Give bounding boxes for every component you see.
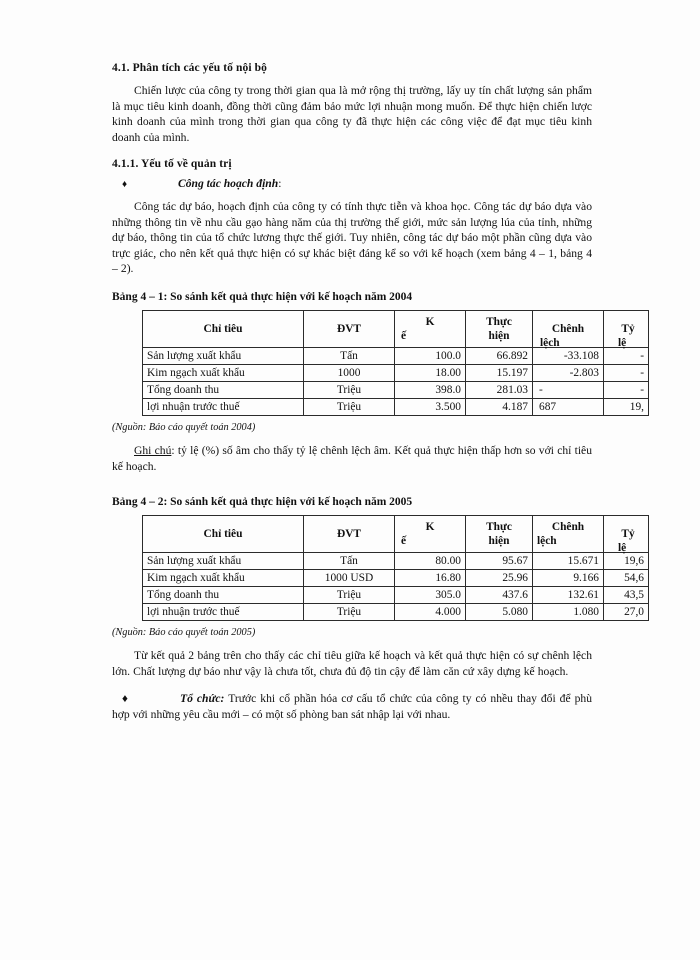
header-difference-word1: Chênh	[551, 521, 585, 534]
header-difference-word1: Chênh	[551, 322, 585, 335]
cell-difference: -33.108	[533, 347, 604, 364]
header-plan-bottom: ế	[401, 329, 407, 342]
cell-difference: -2.803	[533, 364, 604, 381]
cell-actual: 5.080	[466, 604, 533, 621]
table-row	[143, 398, 649, 415]
cell-difference: 15.671	[533, 553, 604, 570]
header-rate	[604, 516, 649, 553]
table2-caption: Bảng 4 – 2: So sánh kết quả thực hiện với kế hoạch năm 2005	[112, 496, 413, 509]
table2-source: (Nguồn: Báo cáo quyết toán 2005)	[112, 627, 256, 639]
header-rate-stack	[608, 527, 644, 555]
cell-rate: 19,6	[604, 553, 649, 570]
cell-difference: 687	[533, 398, 604, 415]
cell-rate: -	[604, 381, 649, 398]
header-actual	[466, 310, 533, 347]
comparison-table-2004	[142, 310, 649, 416]
cell-indicator: Sản lượng xuất khẩu	[143, 553, 304, 570]
cell-indicator: Tổng doanh thu	[143, 587, 304, 604]
header-difference-word2: lệch	[540, 336, 560, 349]
bullet-organization	[112, 691, 592, 722]
cell-difference: 9.166	[533, 570, 604, 587]
cell-rate: -	[604, 347, 649, 364]
header-plan	[395, 310, 466, 347]
header-plan-stack	[399, 520, 461, 548]
header-difference-stack	[537, 322, 599, 349]
bullet-marker-icon: ♦	[122, 692, 128, 706]
table-row	[143, 381, 649, 398]
header-plan-stack	[399, 315, 461, 343]
cell-rate: -	[604, 364, 649, 381]
cell-rate: 54,6	[604, 570, 649, 587]
header-rate	[604, 310, 649, 347]
cell-indicator: lợi nhuận trước thuế	[143, 604, 304, 621]
table-row	[143, 364, 649, 381]
document-content	[112, 62, 644, 723]
cell-indicator: lợi nhuận trước thuế	[143, 398, 304, 415]
cell-indicator: Tổng doanh thu	[143, 381, 304, 398]
section-intro-paragraph: Chiến lược của công ty trong thời gian qua là mở rộng thị trường, lấy uy tín chất lượng sản phẩm là mục tiêu kinh doanh, đồng thời cũng đảm bảo mức lợi nhuận mong muốn. Để thực hiện chiến lược kinh doanh của mình trong thời gian qua công ty đã thực hiện các công việc để đạt mục tiêu kinh doanh của mình.	[112, 84, 592, 144]
subsection-heading: 4.1.1. Yếu tố về quản trị	[112, 158, 232, 171]
header-actual	[466, 516, 533, 553]
cell-plan: 4.000	[395, 604, 466, 621]
cell-actual: 437.6	[466, 587, 533, 604]
note-paragraph	[112, 443, 592, 474]
header-difference	[533, 310, 604, 347]
header-plan-top: K	[425, 521, 435, 534]
table-row	[143, 604, 649, 621]
cell-unit: 1000	[304, 364, 395, 381]
header-actual-line1: Thực	[486, 521, 512, 534]
header-actual-line2: hiện	[488, 535, 510, 548]
table-header-row	[143, 310, 649, 347]
header-indicator: Chỉ tiêu	[143, 516, 304, 553]
cell-difference: 1.080	[533, 604, 604, 621]
header-actual-line2: hiện	[488, 329, 510, 342]
header-actual-stack	[486, 521, 512, 547]
note-text: : tỷ lệ (%) số âm cho thấy tỷ lệ chênh lệch âm. Kết quả thực hiện thấp hơn so với chỉ tiêu kế hoạch.	[112, 443, 593, 473]
table-row	[143, 570, 649, 587]
closing-paragraph: Từ kết quả 2 bảng trên cho thấy các chỉ tiêu giữa kế hoạch và kết quả thực hiện có sự chênh lệch lớn. Chất lượng dự báo như vậy là chưa tốt, chưa đủ độ tin cậy để làm căn cứ xây dựng kế hoạch.	[112, 649, 592, 678]
cell-indicator: Kim ngạch xuất khẩu	[143, 364, 304, 381]
cell-indicator: Sản lượng xuất khẩu	[143, 347, 304, 364]
header-difference-stack	[537, 521, 599, 547]
bullet-planning-title: Công tác hoạch định	[178, 177, 279, 191]
bullet-organization-title: Tổ chức:	[180, 692, 225, 706]
cell-unit: Triệu	[304, 398, 395, 415]
cell-unit: Tấn	[304, 553, 395, 570]
cell-plan: 16.80	[395, 570, 466, 587]
bullet-organization-text: Trước khi cổ phần hóa cơ cấu tổ chức của công ty có nhều thay đổi để phù hợp với những yêu cầu mới – có một số phòng ban sát nhập lại với nhau.	[112, 692, 592, 721]
cell-rate: 19,	[604, 398, 649, 415]
cell-plan: 80.00	[395, 553, 466, 570]
header-rate-word1: Tỷ	[621, 528, 635, 541]
comparison-table-2005	[142, 515, 649, 621]
cell-plan: 18.00	[395, 364, 466, 381]
cell-indicator: Kim ngạch xuất khẩu	[143, 570, 304, 587]
cell-rate: 43,5	[604, 587, 649, 604]
header-actual-line1: Thực	[486, 315, 512, 328]
cell-plan: 305.0	[395, 587, 466, 604]
header-difference	[533, 516, 604, 553]
bullet-planning	[112, 176, 592, 193]
header-plan	[395, 516, 466, 553]
cell-plan: 3.500	[395, 398, 466, 415]
cell-actual: 25.96	[466, 570, 533, 587]
cell-actual: 95.67	[466, 553, 533, 570]
cell-unit: Triệu	[304, 604, 395, 621]
header-rate-stack	[608, 322, 644, 349]
header-rate-word2: lệ	[618, 336, 627, 349]
cell-unit: Triệu	[304, 587, 395, 604]
table1-source: (Nguồn: Báo cáo quyết toán 2004)	[112, 421, 256, 433]
cell-plan: 398.0	[395, 381, 466, 398]
table-header-row	[143, 516, 649, 553]
header-plan-bottom: ế	[401, 535, 407, 548]
cell-actual: 15.197	[466, 364, 533, 381]
header-unit: ĐVT	[304, 310, 395, 347]
cell-rate: 27,0	[604, 604, 649, 621]
bullet-planning-colon: :	[278, 177, 282, 191]
cell-actual: 281.03	[466, 381, 533, 398]
header-indicator: Chỉ tiêu	[143, 310, 304, 347]
header-actual-stack	[486, 316, 512, 342]
cell-difference: 132.61	[533, 587, 604, 604]
table-row	[143, 553, 649, 570]
table-row	[143, 587, 649, 604]
table-row	[143, 347, 649, 364]
header-plan-top: K	[425, 315, 435, 328]
header-difference-word2: lệch	[537, 535, 557, 548]
planning-paragraph: Công tác dự báo, hoạch định của công ty có tính thực tiễn và khoa học. Công tác dự báo dựa vào những thông tin về nhu cầu gạo hàng năm của thị trường thế giới, mức sản lượng lúa của tỉnh, những dự báo, thông tin của tổ chức lương thực thế giới. Tuy nhiên, công tác dự báo một phần cũng dựa vào trực giác, cho nên kết quả thực hiện có sự khác biệt đáng kể so với kế hoạch (xem bảng 4 – 1, bảng 4 – 2).	[112, 199, 592, 276]
header-rate-word2: lệ	[618, 542, 627, 555]
cell-unit: Triệu	[304, 381, 395, 398]
table1-caption: Bảng 4 – 1: So sánh kết quả thực hiện với kế hoạch năm 2004	[112, 290, 413, 303]
bullet-marker-icon: ♦	[122, 179, 128, 191]
section-heading: 4.1. Phân tích các yếu tố nội bộ	[112, 62, 267, 74]
cell-unit: 1000 USD	[304, 570, 395, 587]
cell-plan: 100.0	[395, 347, 466, 364]
cell-difference: -	[533, 381, 604, 398]
header-rate-word1: Tỷ	[621, 322, 635, 335]
cell-actual: 66.892	[466, 347, 533, 364]
note-label: Ghi chú	[134, 443, 172, 457]
cell-unit: Tấn	[304, 347, 395, 364]
cell-actual: 4.187	[466, 398, 533, 415]
header-unit: ĐVT	[304, 516, 395, 553]
